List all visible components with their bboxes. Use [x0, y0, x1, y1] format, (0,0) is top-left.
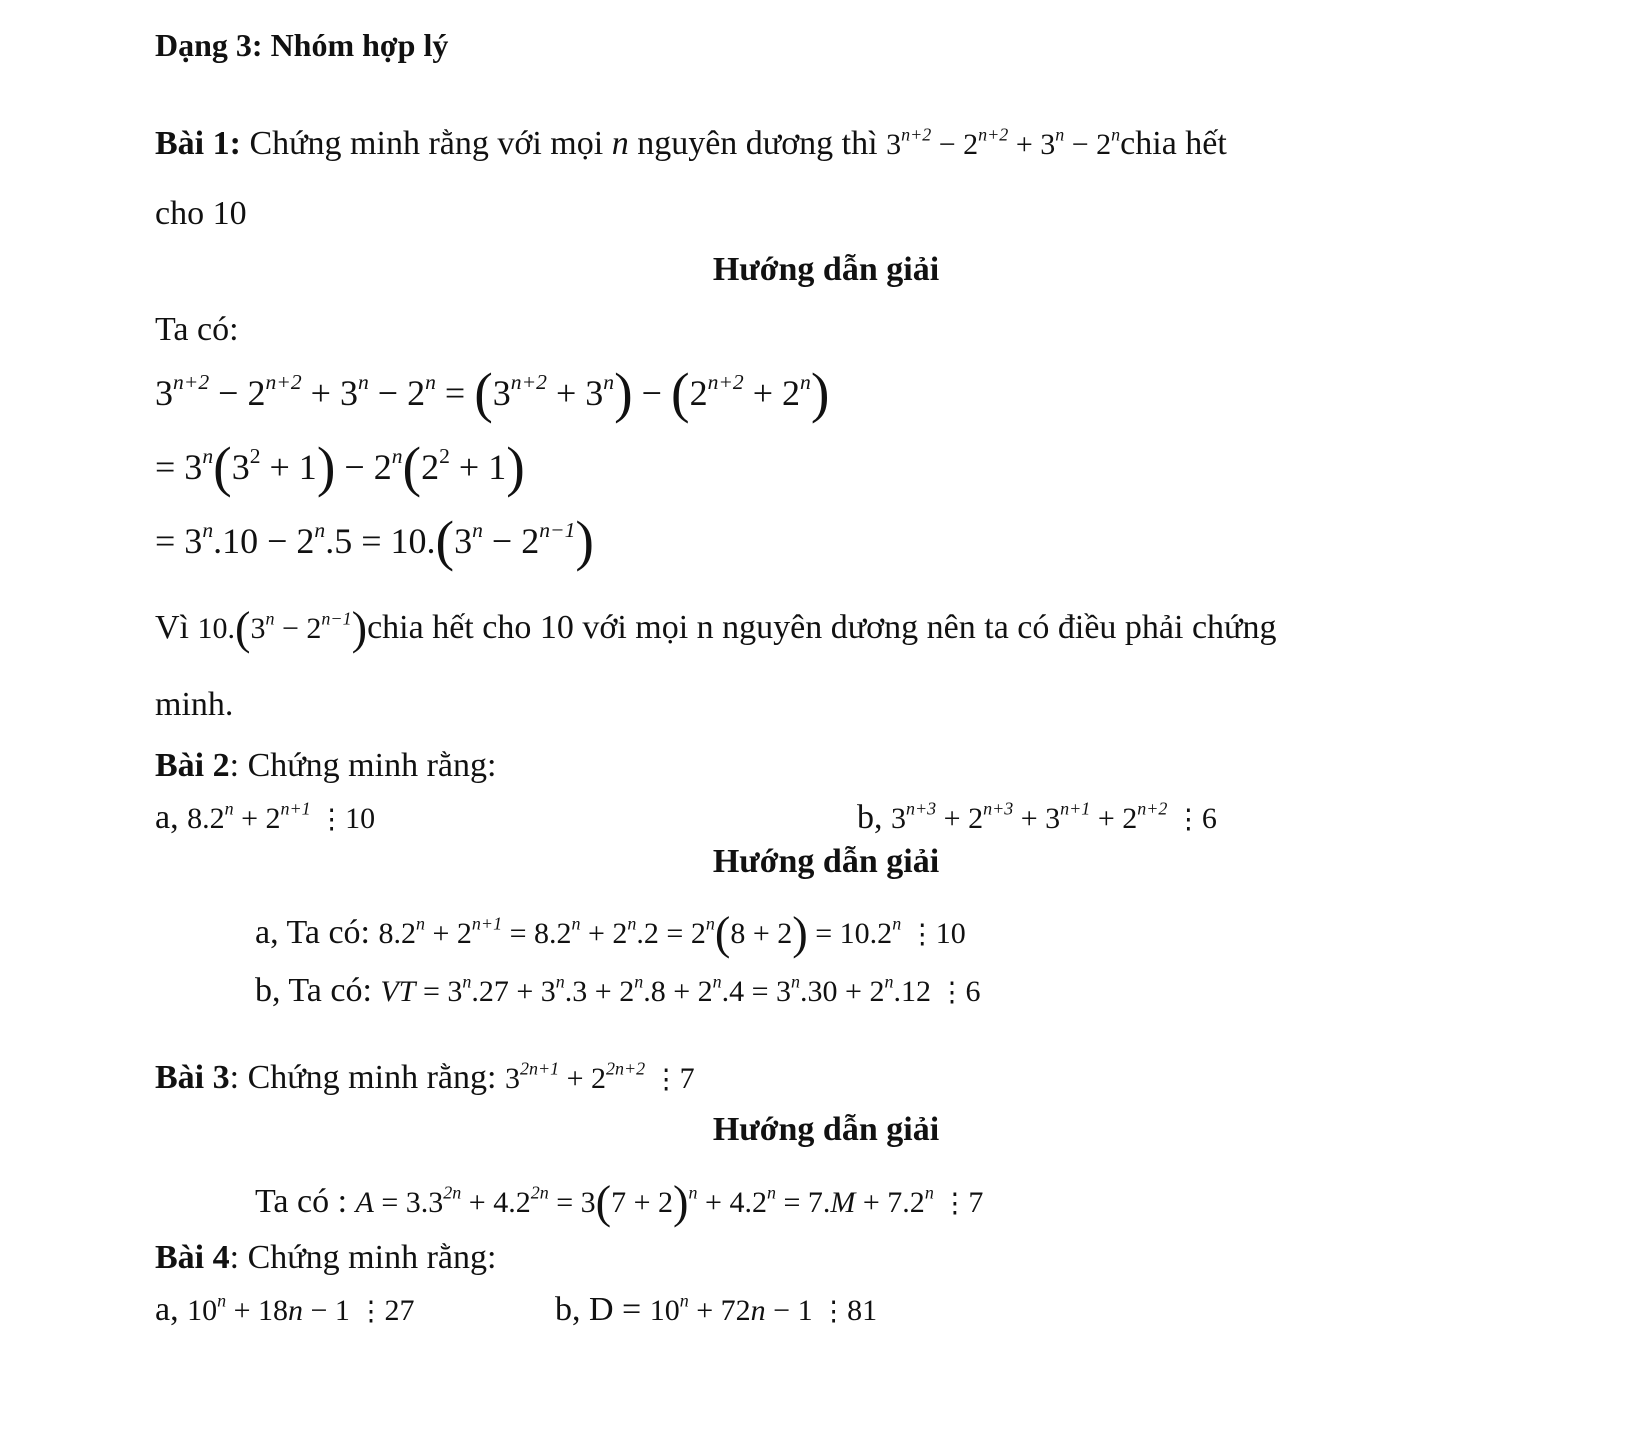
bai1-statement-line2: cho 10	[155, 195, 247, 232]
bai1-expression: $3^{n+2} - 2^{n+2} + 3^n - 2^n$	[886, 124, 1121, 161]
bai2-part-a: a, $8.2^n + 2^{n+1}$ ⋮10	[155, 798, 376, 836]
bai1-conclusion: Vì $10.(3^n$ − $2^{n-1})chia$ hết cho 10 với mọi n nguyên dương nên ta có điều phải chứng	[155, 603, 1277, 655]
bai4-statement: Bài 4: Chứng minh rằng:	[155, 1239, 497, 1276]
bai1-step1: $3^{n+2} - 2^{n+2} + 3^n - 2^n = (3^{n+2} + 3^n) - (2^{n+2} + 2^n)$	[155, 362, 830, 425]
bai1-step2: = $3^n(3^2 + 1) - 2^n(2^2 + 1)$	[155, 436, 525, 499]
bai1-solution-heading: Hướng dẫn giải	[712, 251, 940, 288]
bai3-solution: Ta có : $A = 3.3^{2n} + 4.2^{2n} = 3(7 + 2)^n + 4.2^n = 7.M + 7.2^n$ ⋮7	[255, 1177, 984, 1229]
bai3-solution-heading: Hướng dẫn giải	[712, 1111, 940, 1148]
bai1-step3: = $3^n.10 - 2^n.5 = 10.(3^n - 2^{n-1})$	[155, 510, 594, 573]
bai2-statement: Bài 2: Chứng minh rằng:	[155, 747, 497, 784]
bai2-solution-heading: Hướng dẫn giải	[712, 843, 940, 880]
bai2-solution-a: a, Ta có: $8.2^n + 2^{n+1} = 8.2^n + 2^n.2 = 2^n(8 + 2) = 10.2^n$ ⋮10	[255, 908, 966, 960]
bai4-part-a: a, $10^n + 18n - 1$ ⋮27	[155, 1290, 415, 1328]
bai1-conclusion-line2: minh.	[155, 686, 234, 723]
bai1-statement: Bài 1: Chứng minh rằng với mọi n nguyên dương thì $3^{n+2} - 2^{n+2} + 3^n$ − $2^nchia$ hết	[155, 124, 1227, 162]
bai2-label: Bài 2	[155, 747, 230, 784]
bai3-statement: Bài 3: Chứng minh rằng: $3^{2n+1} + 2^{2n+2}$ ⋮7	[155, 1058, 695, 1096]
bai2-part-b: b, $3^{n+3} + 2^{n+3} + 3^{n+1} + 2^{n+2}$ ⋮6	[857, 798, 1217, 836]
bai3-label: Bài 3	[155, 1059, 230, 1096]
bai4-label: Bài 4	[155, 1239, 230, 1276]
bai2-solution-b: b, Ta có: VT = $3^n.27 + 3^n.3 + 2^n.8 + 2^n.4 = 3^n.30 + 2^n.12$ ⋮6	[255, 971, 981, 1009]
section-heading: Dạng 3: Nhóm hợp lý	[155, 27, 449, 63]
bai1-label: Bài 1:	[155, 125, 241, 162]
bai4-part-b: b, $D = 10^n + 72n - 1$ ⋮81	[555, 1290, 878, 1328]
bai1-ta-co: Ta có:	[155, 311, 239, 348]
